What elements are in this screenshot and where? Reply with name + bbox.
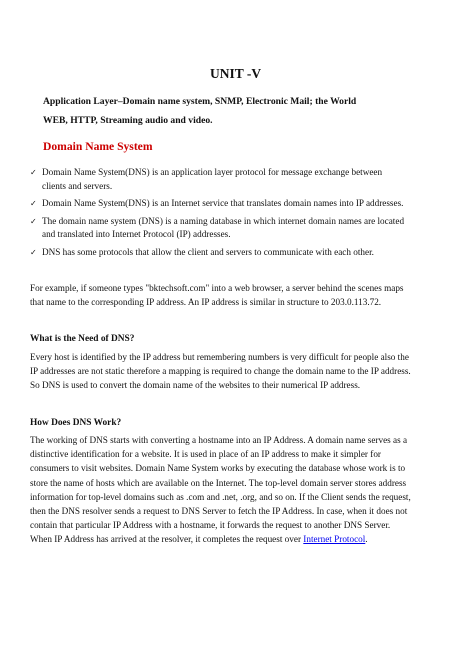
subtitle-line-1: Application Layer–Domain name system, SNMP, Electronic Mail; the World	[43, 96, 357, 107]
checkmark-icon: ✓	[30, 199, 37, 208]
paragraph-line: IP addresses are not static therefore a mapping is required to change the domain name to the IP address.	[30, 366, 411, 377]
bullet-text: DNS has some protocols that allow the client and servers to communicate with each other.	[42, 246, 374, 257]
paragraph-line: distinctive identification for a website. It is used in place of an IP address to make it simpler for	[30, 449, 381, 460]
paragraph-line: then the DNS resolver sends a request to DNS Server to fetch the IP Address. In case, when it does not	[30, 506, 408, 517]
paragraph-line: contain that particular IP Address with a hostname, it forwards the request to another DNS Server.	[30, 520, 391, 531]
list-item	[30, 197, 450, 211]
bullet-text: and translated into Internet Protocol (IP) addresses.	[42, 229, 231, 239]
paragraph-line: So DNS is used to convert the domain name of the websites to their numerical IP address.	[30, 380, 361, 391]
last-line-period: .	[365, 534, 368, 545]
need-of-dns-paragraph	[30, 350, 460, 393]
paragraph-line: that name to the corresponding IP address. An IP address is similar in structure to 203.0.113.72.	[30, 297, 382, 308]
checkmark-icon: ✓	[30, 168, 37, 177]
subtitle-line-2: WEB, HTTP, Streaming audio and video.	[43, 115, 213, 126]
how-dns-works-heading: How Does DNS Work?	[30, 418, 122, 428]
section-heading-dns: Domain Name System	[43, 140, 153, 153]
paragraph-line: Every host is identified by the IP address but remembering numbers is very difficult for people also the	[30, 352, 409, 362]
last-line-text: When IP Address has arrived at the resolver, it completes the request over	[30, 534, 304, 545]
checkmark-icon: ✓	[30, 247, 37, 257]
list-item	[30, 215, 450, 242]
page-title: UNIT -V	[210, 66, 262, 81]
paragraph-line: The working of DNS starts with converting a hostname into an IP Address. A domain name serves as a	[30, 435, 408, 445]
paragraph-line-with-link	[30, 532, 460, 546]
paragraph-line: store the name of hosts which are available on the Internet. The top-level domain server stores address	[30, 477, 407, 488]
how-dns-works-paragraph	[30, 433, 460, 547]
paragraph-line: information for top-level domains such as .com and .net, .org, and so on. If the Client sends the request,	[30, 491, 411, 502]
need-of-dns-heading: What is the Need of DNS?	[30, 334, 135, 344]
list-item	[30, 166, 450, 193]
paragraph-line: For example, if someone types "bktechsoft.com" into a web browser, a server behind the scenes maps	[30, 283, 404, 293]
bullet-text: The domain name system (DNS) is a naming database in which internet domain names are located	[42, 215, 405, 226]
bullet-text: clients and servers.	[42, 180, 113, 191]
bullet-text: Domain Name System(DNS) is an Internet service that translates domain names into IP addresses.	[42, 198, 404, 208]
paragraph-line: consumers to visit websites. Domain Name System works by executing the database whose work is to	[30, 463, 406, 474]
internet-protocol-link[interactable]: Internet Protocol	[303, 534, 366, 545]
bullet-text: Domain Name System(DNS) is an application layer protocol for message exchange between	[42, 167, 383, 177]
checkmark-icon: ✓	[30, 216, 37, 226]
list-item	[30, 246, 450, 260]
bullet-list	[30, 166, 450, 263]
example-paragraph	[30, 281, 460, 309]
